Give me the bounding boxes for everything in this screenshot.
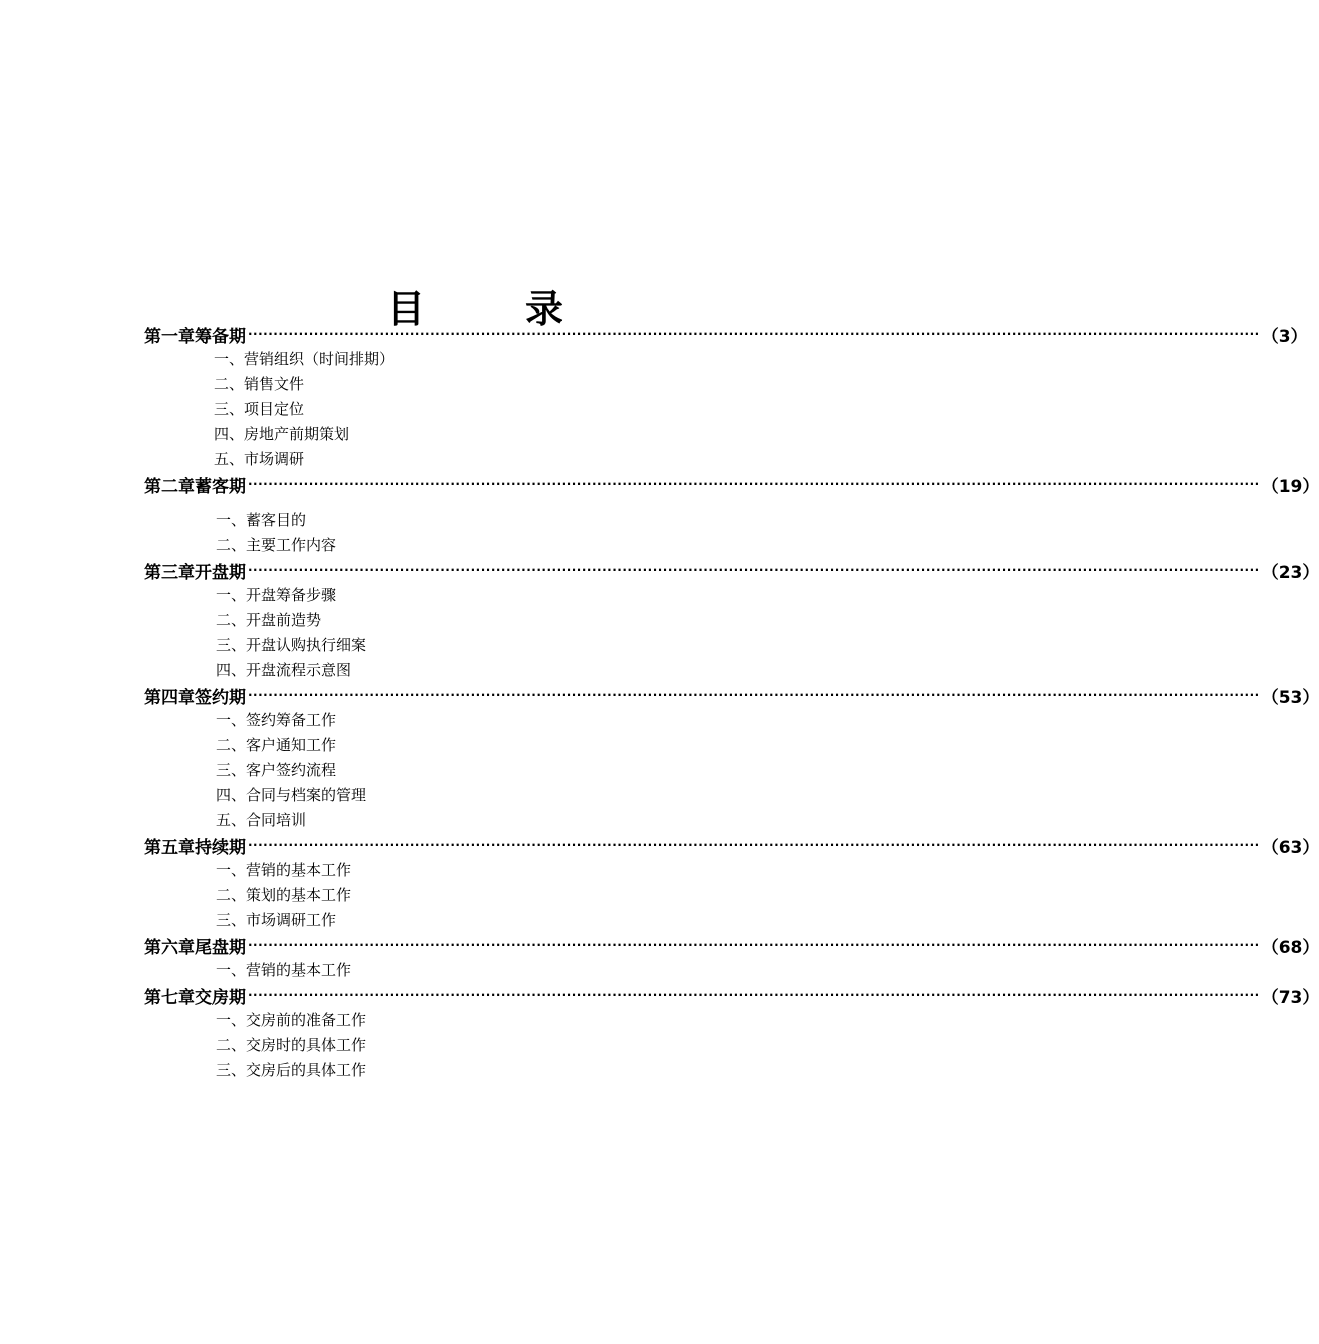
section-entry[interactable]: 一、交房前的准备工作 <box>216 1011 367 1029</box>
section-entry[interactable]: 一、蓄客目的 <box>216 511 307 529</box>
section-entry[interactable]: 一、开盘筹备步骤 <box>216 586 337 604</box>
chapter-page-number: （68） <box>1261 938 1319 958</box>
chapter-page-number: （63） <box>1261 838 1319 858</box>
dot-leader: ········································································································································································································ <box>248 688 1260 702</box>
section-entry[interactable]: 三、交房后的具体工作 <box>216 1061 367 1079</box>
chapter-entry[interactable] <box>144 322 1308 347</box>
section-entry[interactable]: 四、房地产前期策划 <box>214 425 350 443</box>
chapter-name: 尾盘期 <box>195 938 246 958</box>
section-entry[interactable]: 三、开盘认购执行细案 <box>216 636 367 654</box>
chapter-number: 第六章 <box>144 938 195 958</box>
chapter-name: 签约期 <box>195 688 246 708</box>
chapter-page-number: （73） <box>1261 988 1319 1008</box>
toc-title-char-1: 目 <box>386 287 425 331</box>
chapter-name: 持续期 <box>195 838 246 858</box>
chapter-number: 第三章 <box>144 563 195 583</box>
dot-leader: ········································································································································································································ <box>248 477 1260 491</box>
chapter-page-number: （53） <box>1261 688 1319 708</box>
section-entry[interactable]: 三、市场调研工作 <box>216 911 337 929</box>
section-entry[interactable]: 二、主要工作内容 <box>216 536 337 554</box>
chapter-page-number: （23） <box>1261 563 1319 583</box>
section-entry[interactable]: 四、合同与档案的管理 <box>216 786 367 804</box>
dot-leader: ········································································································································································································ <box>248 327 1260 341</box>
chapter-page-number: （3） <box>1261 327 1308 347</box>
toc-title-char-2: 录 <box>525 287 564 331</box>
chapter-entry[interactable] <box>144 983 1319 1008</box>
chapter-number: 第二章 <box>144 477 195 497</box>
section-entry[interactable]: 二、策划的基本工作 <box>216 886 352 904</box>
section-entry[interactable]: 二、客户通知工作 <box>216 736 337 754</box>
chapter-number: 第五章 <box>144 838 195 858</box>
chapter-entry[interactable] <box>144 558 1319 583</box>
section-entry[interactable]: 一、营销组织（时间排期） <box>214 350 395 368</box>
chapter-page-number: （19） <box>1261 477 1319 497</box>
section-entry[interactable]: 五、合同培训 <box>216 811 307 829</box>
section-entry[interactable]: 一、营销的基本工作 <box>216 961 352 979</box>
dot-leader: ········································································································································································································ <box>248 988 1260 1002</box>
section-entry[interactable]: 二、交房时的具体工作 <box>216 1036 367 1054</box>
chapter-entry[interactable] <box>144 833 1319 858</box>
chapter-entry[interactable] <box>144 933 1319 958</box>
section-entry[interactable]: 三、项目定位 <box>214 400 305 418</box>
section-entry[interactable]: 一、签约筹备工作 <box>216 711 337 729</box>
dot-leader: ········································································································································································································ <box>248 938 1260 952</box>
section-entry[interactable]: 四、开盘流程示意图 <box>216 661 352 679</box>
chapter-number: 第四章 <box>144 688 195 708</box>
section-entry[interactable]: 五、市场调研 <box>214 450 305 468</box>
chapter-name: 蓄客期 <box>195 477 246 497</box>
chapter-name: 筹备期 <box>195 327 246 347</box>
section-entry[interactable]: 三、客户签约流程 <box>216 761 337 779</box>
chapter-entry[interactable] <box>144 472 1319 497</box>
chapter-number: 第七章 <box>144 988 195 1008</box>
section-entry[interactable]: 二、销售文件 <box>214 375 305 393</box>
table-of-contents <box>144 322 1319 1083</box>
section-entry[interactable]: 二、开盘前造势 <box>216 611 322 629</box>
chapter-entry[interactable] <box>144 683 1319 708</box>
section-entry[interactable]: 一、营销的基本工作 <box>216 861 352 879</box>
chapter-number: 第一章 <box>144 327 195 347</box>
dot-leader: ········································································································································································································ <box>248 563 1260 577</box>
dot-leader: ········································································································································································································ <box>248 838 1260 852</box>
chapter-name: 开盘期 <box>195 563 246 583</box>
chapter-name: 交房期 <box>195 988 246 1008</box>
